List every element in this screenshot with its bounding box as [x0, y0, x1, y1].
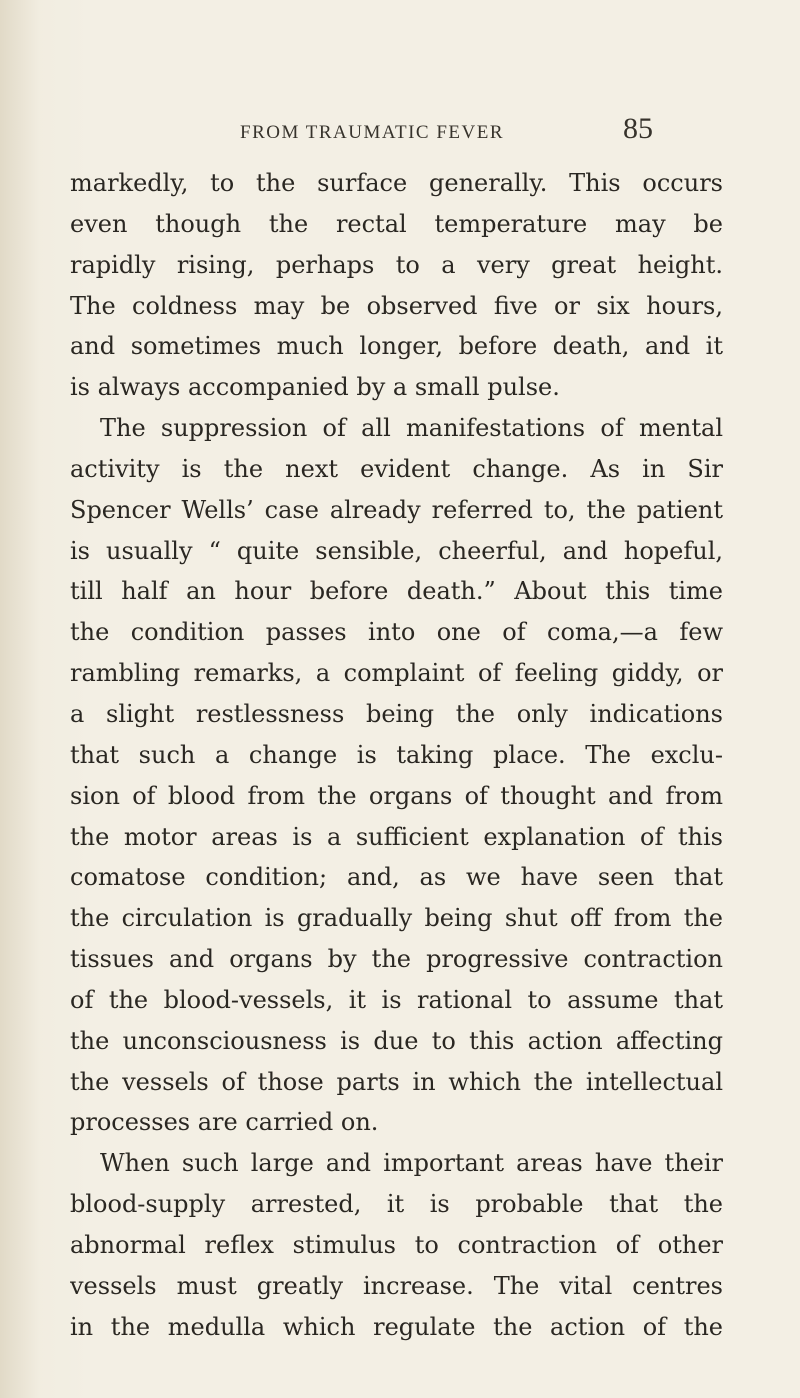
paragraph-first-line: The suppression of all manifestations of mental [100, 414, 723, 443]
running-head [0, 112, 800, 152]
text-line: blood-supply arrested, it is probable that the [70, 1190, 723, 1219]
text-line: processes are carried on. [70, 1108, 379, 1137]
text-line: comatose condition; and, as we have seen that [70, 863, 723, 892]
text-line: rapidly rising, perhaps to a very great height. [70, 250, 723, 279]
text-line: vessels must greatly increase. The vital centres [70, 1271, 723, 1300]
text-line: even though the rectal temperature may be [70, 209, 723, 238]
page-number: 85 [623, 112, 653, 145]
text-line: is always accompanied by a small pulse. [70, 373, 560, 402]
text-line: the circulation is gradually being shut off from the [70, 904, 723, 933]
text-line: tissues and organs by the progressive contraction [70, 945, 723, 974]
text-line: till half an hour before death.” About this time [70, 577, 723, 606]
text-line: the vessels of those parts in which the intellectual [70, 1067, 723, 1096]
text-line: rambling remarks, a complaint of feeling giddy, or [70, 659, 723, 688]
text-line: abnormal reflex stimulus to contraction of other [70, 1230, 723, 1259]
running-title: FROM TRAUMATIC FEVER [240, 122, 505, 143]
text-line: sion of blood from the organs of thought and from [70, 781, 723, 810]
text-line: Spencer Wells’ case already referred to, the patient [70, 495, 723, 524]
text-line: and sometimes much longer, before death, and it [70, 332, 723, 361]
text-line: the condition passes into one of coma,—a few [70, 618, 723, 647]
text-line: markedly, to the surface generally. This occurs [70, 169, 723, 197]
paragraph-first-line: When such large and important areas have their [100, 1149, 723, 1178]
text-line: The coldness may be observed five or six hours, [70, 291, 723, 320]
text-line: that such a change is taking place. The exclu- [70, 740, 723, 769]
text-line: of the blood-vessels, it is rational to assume that [70, 985, 723, 1014]
text-line: in the medulla which regulate the action of the [70, 1312, 723, 1341]
body-text [70, 163, 723, 1347]
text-line: a slight restlessness being the only indications [70, 699, 723, 728]
text-line: the unconsciousness is due to this action affecting [70, 1026, 723, 1055]
text-line: the motor areas is a sufficient explanation of this [70, 822, 723, 851]
text-line: is usually “ quite sensible, cheerful, and hopeful, [70, 536, 723, 565]
text-line: activity is the next evident change. As in Sir [70, 454, 723, 483]
